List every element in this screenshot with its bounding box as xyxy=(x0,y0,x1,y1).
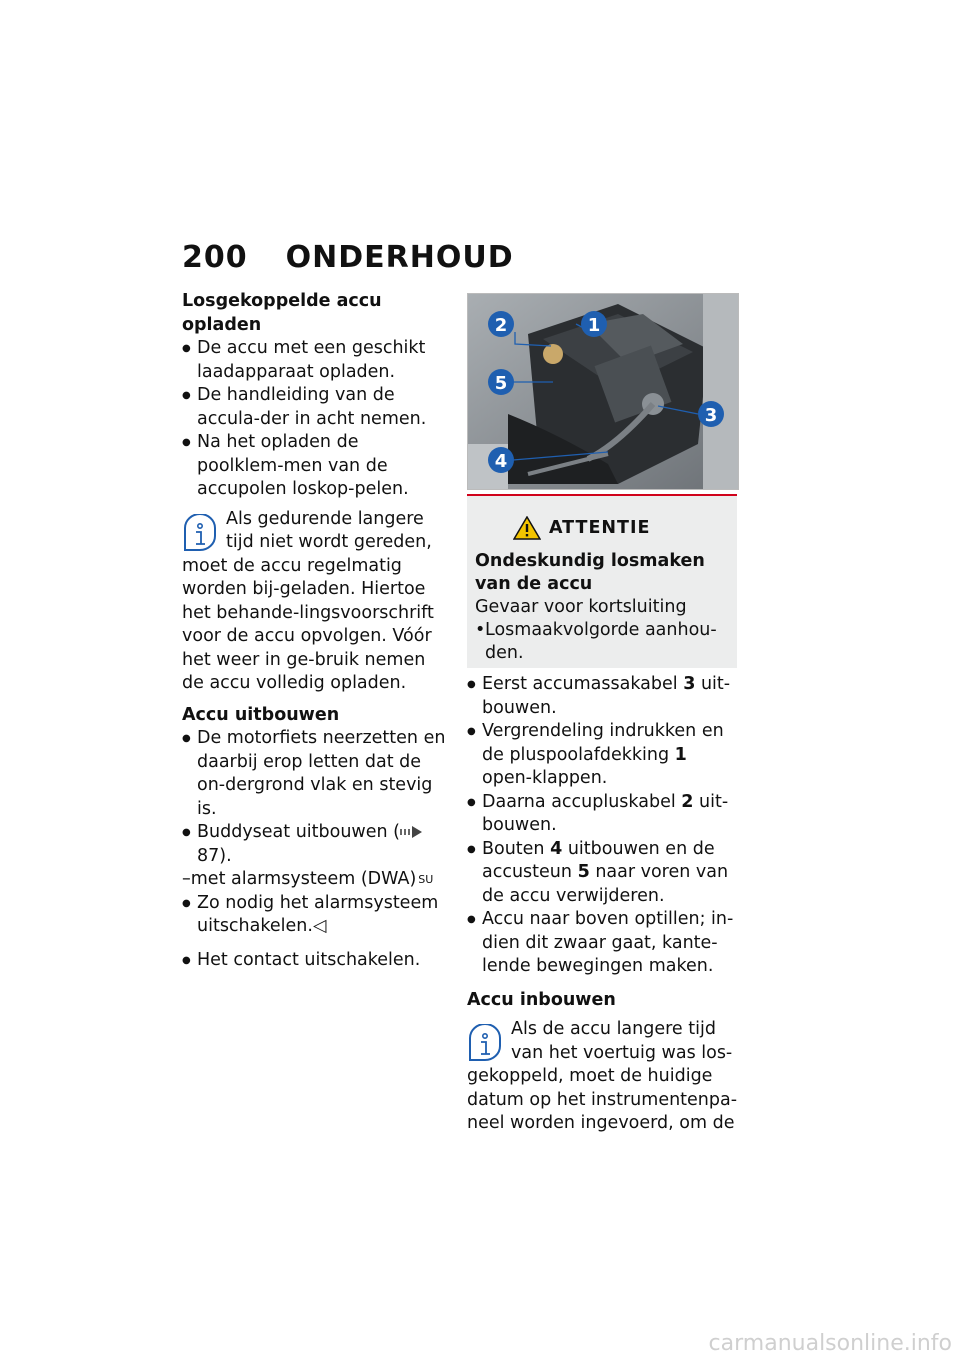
end-mark-icon: ◁ xyxy=(312,916,327,936)
info-note xyxy=(182,508,450,696)
svg-text:2: 2 xyxy=(494,315,508,336)
list-item: ● Zo nodig het alarmsysteem uitschakelen.◁ xyxy=(182,892,450,939)
page-reference-link[interactable]: 87 xyxy=(197,845,220,866)
callout-ref: 2 xyxy=(681,791,694,812)
list-item: ● Vergrendeling indrukken en de pluspoolafdekking 1 open-klappen. xyxy=(467,720,739,791)
callout-4 xyxy=(488,447,514,473)
info-note-text: Als de accu langere tijd van het voertuig was los-gekoppeld, moet de huidige datum op het instrumentenpa-neel worden ingevoerd, om de xyxy=(467,1019,738,1133)
option-superscript: SU xyxy=(418,873,434,886)
page-number: 200 xyxy=(182,240,248,275)
list-item: ● Daarna accupluskabel 2 uit-bouwen. xyxy=(467,791,739,838)
warning-title: Ondeskundig losmaken van de accu xyxy=(475,551,705,594)
list-item: ● Buddyseat uitbouwen ( 87). xyxy=(182,821,450,868)
callout-1 xyxy=(581,311,607,337)
list-item: ● Bouten 4 uitbouwen en de accusteun 5 naar voren van de accu verwijderen. xyxy=(467,838,739,909)
info-icon xyxy=(182,514,218,554)
callout-ref: 1 xyxy=(674,744,687,765)
callout-2 xyxy=(488,311,514,337)
section-title-charging: Losgekoppelde accu opladen xyxy=(182,291,382,335)
warning-label: ATTENTIE xyxy=(549,517,651,538)
list-item: ● De handleiding van de accula-der in acht nemen. xyxy=(182,384,450,431)
chapter-title: ONDERHOUD xyxy=(285,240,514,275)
section-title-removal: Accu uitbouwen xyxy=(182,704,340,725)
battery-illustration xyxy=(468,294,738,489)
callout-ref: 4 xyxy=(550,838,563,859)
warning-header xyxy=(513,516,729,540)
svg-text:1: 1 xyxy=(587,315,601,336)
svg-text:3: 3 xyxy=(704,405,718,426)
callout-ref: 5 xyxy=(577,862,590,882)
list-item: ● Na het opladen de poolklem-men van de accupolen loskop-pelen. xyxy=(182,431,450,502)
warning-text: Gevaar voor kortsluiting xyxy=(475,597,687,617)
list-item: ● Accu naar boven optillen; in-dien dit zwaar gaat, kante-lende bewegingen maken. xyxy=(467,908,739,979)
watermark: carmanualsonline.info xyxy=(708,1331,952,1356)
callout-ref: 3 xyxy=(683,674,696,694)
page-header xyxy=(182,240,514,275)
section-title-installation: Accu inbouwen xyxy=(467,989,616,1010)
svg-text:4: 4 xyxy=(494,451,508,472)
battery-figure xyxy=(467,293,739,490)
warning-triangle-icon xyxy=(513,516,541,540)
right-column xyxy=(467,673,739,1144)
callout-5 xyxy=(488,369,514,395)
condition-item: –met alarmsysteem (DWA) $^{SU}$ xyxy=(182,869,434,889)
list-item: ● Het contact uitschakelen. xyxy=(182,949,450,973)
info-icon xyxy=(467,1024,503,1064)
svg-text:5: 5 xyxy=(494,373,508,394)
warning-item: • Losmaakvolgorde aanhou-den. xyxy=(475,619,729,665)
list-item: ● De motorfiets neerzetten en daarbij erop letten dat de on-dergrond vlak en stevig is. xyxy=(182,727,450,821)
list-item: ● Eerst accumassakabel 3 uit-bouwen. xyxy=(467,673,739,720)
left-column xyxy=(182,290,450,972)
page-reference-arrow-icon xyxy=(400,826,422,838)
list-item: ● De accu met een geschikt laadapparaat opladen. xyxy=(182,337,450,384)
info-note-text: Als gedurende langere tijd niet wordt gereden, moet de accu regelmatig worden bij-geladen. Hiertoe het behande-lingsvoorschrift voor de accu opvolgen. Vóór het weer in ge-bruik nemen de accu volledig opladen. xyxy=(182,508,434,693)
callout-3 xyxy=(698,401,724,427)
info-note xyxy=(467,1018,739,1136)
warning-box xyxy=(467,494,737,668)
